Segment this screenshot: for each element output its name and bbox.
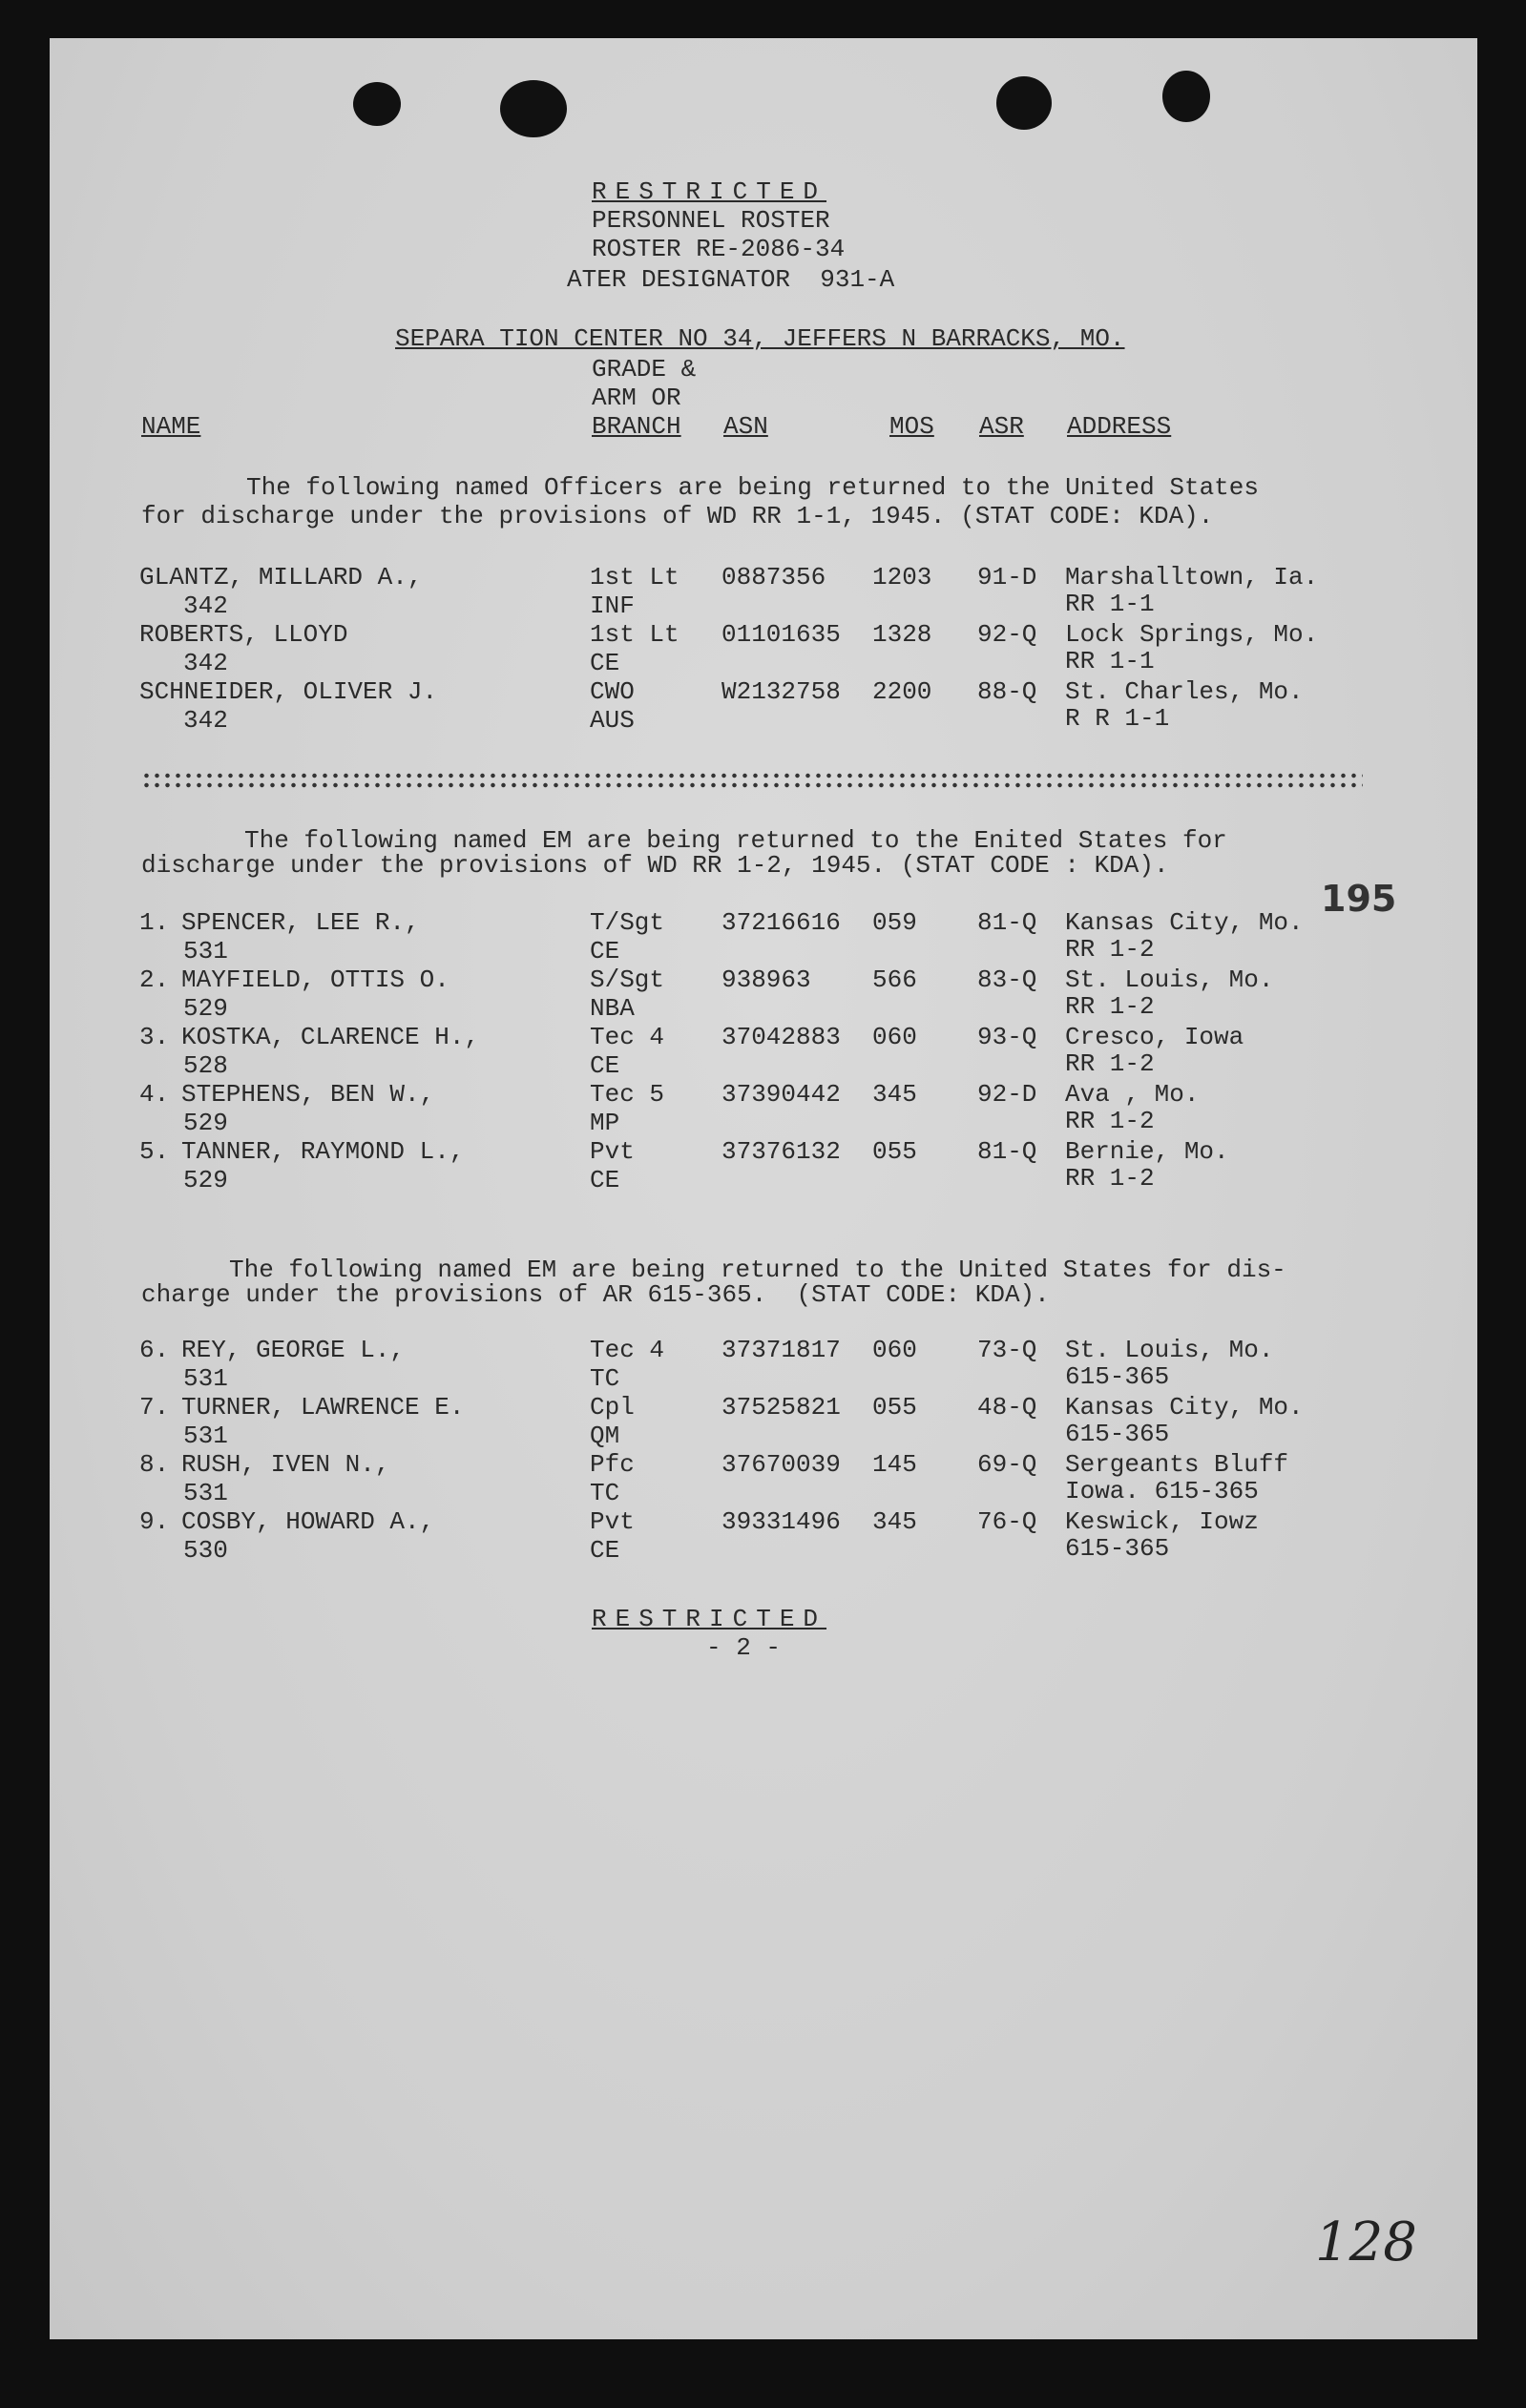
col-grade-line1: GRADE &	[592, 355, 697, 384]
page-number: - 2 -	[706, 1633, 782, 1662]
grade: S/Sgt	[590, 965, 665, 994]
code-number: 530	[183, 1536, 228, 1565]
address-line2: RR 1-2	[1065, 1164, 1155, 1193]
col-asr: ASR	[979, 412, 1024, 441]
asn: 01101635	[721, 620, 841, 649]
grade: T/Sgt	[590, 908, 665, 937]
asr: 88-Q	[977, 677, 1037, 706]
asn: W2132758	[721, 677, 841, 706]
row-number: 7.	[139, 1393, 170, 1422]
branch: QM	[590, 1422, 620, 1450]
punch-hole	[996, 76, 1052, 130]
code-number: 342	[183, 592, 228, 620]
mos: 059	[872, 908, 917, 937]
person-name: TANNER, RAYMOND L.,	[181, 1137, 465, 1166]
mos: 055	[872, 1393, 917, 1422]
address-line2: 615-365	[1065, 1420, 1170, 1448]
mos: 345	[872, 1507, 917, 1536]
separator-dots	[141, 780, 1363, 790]
branch: CE	[590, 1536, 620, 1565]
col-mos: MOS	[889, 412, 934, 441]
address-line1: St. Louis, Mo.	[1065, 1336, 1274, 1364]
asr: 92-Q	[977, 620, 1037, 649]
punch-hole	[500, 80, 567, 137]
restricted-footer: RESTRICTED	[592, 1605, 827, 1633]
code-number: 531	[183, 1479, 228, 1507]
asn: 37525821	[721, 1393, 841, 1422]
address-line1: St. Louis, Mo.	[1065, 965, 1274, 994]
code-number: 342	[183, 706, 228, 735]
asn: 37390442	[721, 1080, 841, 1109]
asr: 76-Q	[977, 1507, 1037, 1536]
person-name: RUSH, IVEN N.,	[181, 1450, 390, 1479]
code-number: 531	[183, 1422, 228, 1450]
grade: Cpl	[590, 1393, 635, 1422]
mos: 345	[872, 1080, 917, 1109]
code-number: 342	[183, 649, 228, 677]
restricted-header: RESTRICTED	[592, 177, 827, 206]
address-line2: RR 1-2	[1065, 992, 1155, 1021]
asr: 69-Q	[977, 1450, 1037, 1479]
branch: MP	[590, 1109, 620, 1137]
address-line1: St. Charles, Mo.	[1065, 677, 1304, 706]
roster-number: ROSTER RE-2086-34	[592, 235, 846, 263]
row-number: 5.	[139, 1137, 170, 1166]
mos: 566	[872, 965, 917, 994]
address-line1: Kansas City, Mo.	[1065, 908, 1304, 937]
separator-dots	[141, 771, 1363, 780]
grade: CWO	[590, 677, 635, 706]
section1-intro-line1: The following named Officers are being returned to the United States	[246, 473, 1259, 502]
person-name: GLANTZ, MILLARD A.,	[139, 563, 423, 592]
asr: 93-Q	[977, 1023, 1037, 1051]
stamp-number: 195	[1321, 878, 1397, 920]
row-number: 1.	[139, 908, 170, 937]
row-number: 2.	[139, 965, 170, 994]
asn: 37376132	[721, 1137, 841, 1166]
section3-intro-line2: charge under the provisions of AR 615-365. (STAT CODE: KDA).	[141, 1280, 1050, 1309]
water-designator: ATER DESIGNATOR 931-A	[567, 265, 895, 294]
address-line2: RR 1-2	[1065, 935, 1155, 964]
address-line2: RR 1-1	[1065, 590, 1155, 618]
roster-type: PERSONNEL ROSTER	[592, 206, 830, 235]
address-line2: Iowa. 615-365	[1065, 1477, 1259, 1505]
person-name: MAYFIELD, OTTIS O.	[181, 965, 449, 994]
grade: Pfc	[590, 1450, 635, 1479]
asr: 92-D	[977, 1080, 1037, 1109]
code-number: 529	[183, 994, 228, 1023]
document-page	[50, 38, 1477, 2339]
grade: Pvt	[590, 1137, 635, 1166]
asr: 48-Q	[977, 1393, 1037, 1422]
grade: 1st Lt	[590, 563, 679, 592]
address-line2: 615-365	[1065, 1362, 1170, 1391]
grade: Tec 5	[590, 1080, 665, 1109]
row-number: 9.	[139, 1507, 170, 1536]
branch: NBA	[590, 994, 635, 1023]
address-line1: Bernie, Mo.	[1065, 1137, 1229, 1166]
col-grade-line2: ARM OR	[592, 384, 681, 412]
section1-intro-line2: for discharge under the provisions of WD RR 1-1, 1945. (STAT CODE: KDA).	[141, 502, 1214, 530]
branch: INF	[590, 592, 635, 620]
section2-intro-line1: The following named EM are being returned to the Enited States for	[244, 826, 1227, 855]
asr: 81-Q	[977, 1137, 1037, 1166]
grade: Pvt	[590, 1507, 635, 1536]
code-number: 528	[183, 1051, 228, 1080]
address-line2: 615-365	[1065, 1534, 1170, 1563]
branch: AUS	[590, 706, 635, 735]
address-line2: R R 1-1	[1065, 704, 1170, 733]
mos: 055	[872, 1137, 917, 1166]
mos: 1203	[872, 563, 932, 592]
row-number: 4.	[139, 1080, 170, 1109]
address-line1: Sergeants Bluff	[1065, 1450, 1289, 1479]
mos: 145	[872, 1450, 917, 1479]
branch: CE	[590, 1051, 620, 1080]
mos: 060	[872, 1023, 917, 1051]
mos: 1328	[872, 620, 932, 649]
punch-hole	[353, 82, 401, 126]
address-line2: RR 1-1	[1065, 647, 1155, 675]
address-line1: Kansas City, Mo.	[1065, 1393, 1304, 1422]
asr: 81-Q	[977, 908, 1037, 937]
grade: 1st Lt	[590, 620, 679, 649]
person-name: COSBY, HOWARD A.,	[181, 1507, 435, 1536]
asn: 37216616	[721, 908, 841, 937]
row-number: 6.	[139, 1336, 170, 1364]
branch: TC	[590, 1364, 620, 1393]
col-branch: BRANCH	[592, 412, 681, 441]
col-name: NAME	[141, 412, 201, 441]
handwritten-number: 128	[1315, 2211, 1417, 2273]
mos: 060	[872, 1336, 917, 1364]
address-line1: Marshalltown, Ia.	[1065, 563, 1319, 592]
branch: CE	[590, 1166, 620, 1194]
address-line1: Keswick, Iowz	[1065, 1507, 1259, 1536]
asn: 0887356	[721, 563, 826, 592]
code-number: 531	[183, 937, 228, 965]
grade: Tec 4	[590, 1336, 665, 1364]
person-name: SCHNEIDER, OLIVER J.	[139, 677, 438, 706]
asr: 91-D	[977, 563, 1037, 592]
asn: 938963	[721, 965, 811, 994]
separation-center: SEPARA TION CENTER NO 34, JEFFERS N BARRACKS, MO.	[395, 324, 1125, 353]
asn: 37371817	[721, 1336, 841, 1364]
asr: 83-Q	[977, 965, 1037, 994]
address-line1: Cresco, Iowa	[1065, 1023, 1244, 1051]
person-name: KOSTKA, CLARENCE H.,	[181, 1023, 480, 1051]
branch: TC	[590, 1479, 620, 1507]
address-line2: RR 1-2	[1065, 1049, 1155, 1078]
punch-hole	[1162, 71, 1210, 122]
row-number: 8.	[139, 1450, 170, 1479]
row-number: 3.	[139, 1023, 170, 1051]
person-name: SPENCER, LEE R.,	[181, 908, 420, 937]
branch: CE	[590, 937, 620, 965]
asn: 39331496	[721, 1507, 841, 1536]
person-name: STEPHENS, BEN W.,	[181, 1080, 435, 1109]
address-line2: RR 1-2	[1065, 1107, 1155, 1135]
asr: 73-Q	[977, 1336, 1037, 1364]
section3-intro-line1: The following named EM are being returned to the United States for dis-	[229, 1256, 1286, 1284]
person-name: TURNER, LAWRENCE E.	[181, 1393, 465, 1422]
asn: 37670039	[721, 1450, 841, 1479]
mos: 2200	[872, 677, 932, 706]
col-asn: ASN	[723, 412, 768, 441]
address-line1: Ava , Mo.	[1065, 1080, 1200, 1109]
code-number: 529	[183, 1109, 228, 1137]
grade: Tec 4	[590, 1023, 665, 1051]
section2-intro-line2: discharge under the provisions of WD RR 1-2, 1945. (STAT CODE : KDA).	[141, 851, 1169, 880]
address-line1: Lock Springs, Mo.	[1065, 620, 1319, 649]
person-name: REY, GEORGE L.,	[181, 1336, 406, 1364]
col-address: ADDRESS	[1067, 412, 1172, 441]
asn: 37042883	[721, 1023, 841, 1051]
person-name: ROBERTS, LLOYD	[139, 620, 348, 649]
code-number: 529	[183, 1166, 228, 1194]
branch: CE	[590, 649, 620, 677]
code-number: 531	[183, 1364, 228, 1393]
